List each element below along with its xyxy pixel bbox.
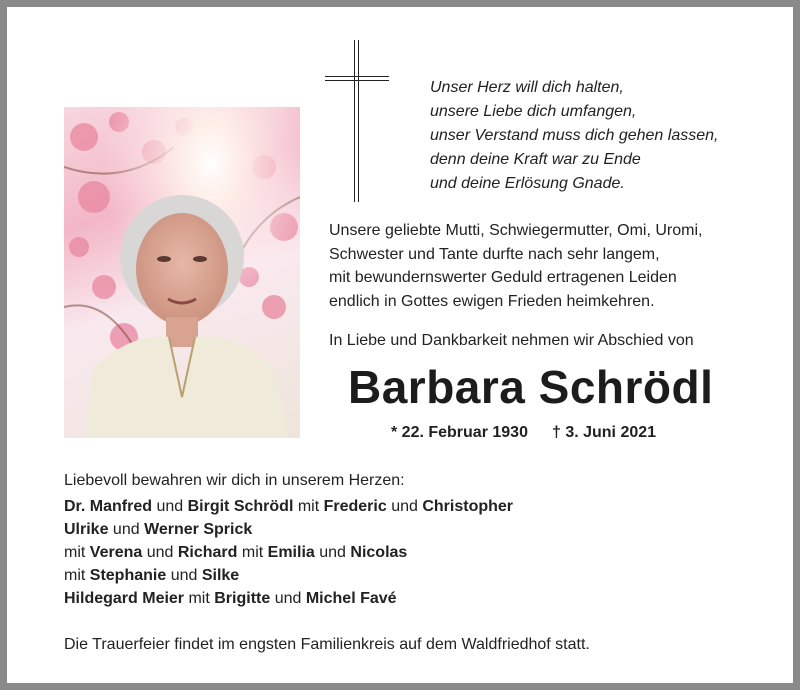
cross-icon (325, 40, 389, 202)
mourner-line: mit Stephanie und Silke (64, 567, 240, 584)
mourner-line: Dr. Manfred und Birgit Schrödl mit Frederic und Christopher (64, 498, 514, 515)
mourner-line: Ulrike und Werner Sprick (64, 521, 253, 538)
mourner-line: mit Verena und Richard mit Emilia und Nicolas (64, 544, 408, 561)
poem-line: unsere Liebe dich umfangen, (430, 103, 637, 120)
deceased-name: Barbara Schrödl (348, 361, 714, 413)
intro-line: mit bewundernswerter Geduld ertragenen Leiden (329, 269, 677, 286)
mourners-list (64, 495, 513, 610)
life-dates (391, 424, 656, 442)
poem (430, 76, 718, 196)
intro-text (329, 219, 702, 313)
mourners-intro: Liebevoll bewahren wir dich in unserem Herzen: (64, 472, 405, 489)
poem-line: und deine Erlösung Gnade. (430, 175, 625, 192)
poem-line: unser Verstand muss dich gehen lassen, (430, 127, 719, 144)
poem-line: denn deine Kraft war zu Ende (430, 151, 641, 168)
mourner-line: Hildegard Meier mit Brigitte und Michel Favé (64, 590, 397, 607)
death-date: † 3. Juni 2021 (551, 424, 657, 441)
birth-date: * 22. Februar 1930 (391, 424, 528, 441)
intro-line: endlich in Gottes ewigen Frieden heimkehren. (329, 292, 655, 310)
farewell-text: In Liebe und Dankbarkeit nehmen wir Abschied von (329, 332, 694, 349)
funeral-notice: Die Trauerfeier findet im engsten Familienkreis auf dem Waldfriedhof statt. (64, 636, 590, 653)
intro-line: Schwester und Tante durfte nach sehr langem, (329, 245, 660, 263)
intro-line: Unsere geliebte Mutti, Schwiegermutter, Omi, Uromi, (329, 222, 703, 239)
portrait-photo (64, 107, 300, 438)
poem-line: Unser Herz will dich halten, (430, 79, 624, 96)
